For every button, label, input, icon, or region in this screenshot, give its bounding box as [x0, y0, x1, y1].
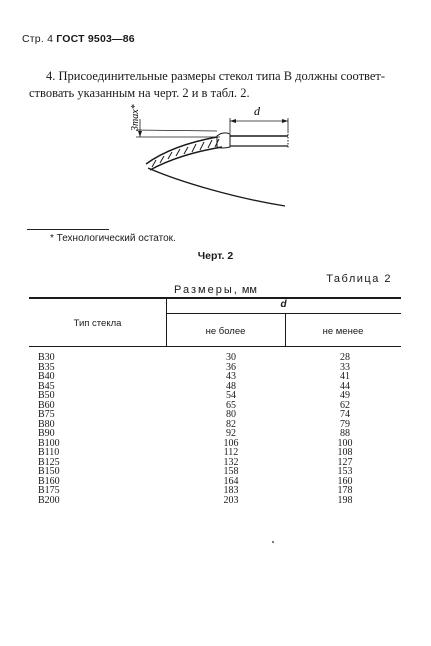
row-type-cell: В50 — [38, 390, 55, 401]
row-type-cell: В110 — [38, 447, 60, 458]
row-max-cell: 112 — [223, 447, 239, 458]
row-max-cell: 132 — [223, 456, 239, 468]
row-min-cell: 88 — [340, 428, 350, 439]
row-max-cell: 203 — [223, 494, 239, 506]
row-max-cell: 80 — [226, 409, 236, 420]
row-min-cell: 108 — [337, 447, 353, 458]
table-body — [0, 353, 431, 505]
table-title-word: Размеры, — [174, 284, 239, 296]
row-min-cell: 44 — [340, 380, 350, 392]
row-max-cell: 164 — [223, 475, 239, 487]
row-type-cell: В90 — [38, 428, 55, 439]
row-min-cell: 62 — [340, 399, 350, 411]
row-min-cell: 74 — [340, 409, 350, 420]
dim-d-arrow-left — [230, 119, 236, 123]
dim-3max-label: 3max* — [130, 104, 141, 131]
row-type-cell: В30 — [38, 352, 55, 363]
table-row — [0, 372, 431, 382]
table-title — [0, 284, 431, 296]
col-header-max: не более — [205, 326, 246, 337]
table-row — [0, 410, 431, 420]
row-min-cell: 33 — [340, 361, 350, 373]
row-type-cell: В160 — [38, 475, 60, 487]
table-row — [0, 363, 431, 373]
speck — [272, 541, 274, 543]
row-type-cell: В45 — [38, 380, 55, 392]
table-row — [0, 420, 431, 430]
dim-d-arrow-right — [282, 119, 288, 123]
table-row — [0, 429, 431, 439]
col-header-d: d — [280, 299, 287, 310]
row-max-cell: 48 — [226, 380, 236, 392]
row-type-cell: В75 — [38, 409, 55, 420]
row-max-cell: 65 — [226, 399, 236, 411]
row-type-cell: В40 — [38, 371, 55, 382]
row-max-cell: 54 — [226, 390, 236, 401]
table-row — [0, 353, 431, 363]
row-max-cell: 30 — [226, 352, 236, 363]
table-number: Таблица 2 — [326, 273, 392, 285]
row-max-cell: 92 — [226, 428, 236, 439]
drawing-2 — [0, 0, 431, 230]
row-type-cell: В150 — [38, 466, 60, 477]
table-header-bottom-rule — [29, 346, 401, 347]
footnote-rule — [27, 229, 109, 230]
table-row — [0, 401, 431, 411]
table-row — [0, 382, 431, 392]
table-row — [0, 439, 431, 449]
table-row — [0, 448, 431, 458]
dim-d-label: d — [254, 104, 260, 118]
standard-number: ГОСТ 9503—86 — [56, 33, 135, 45]
row-max-cell: 158 — [223, 466, 239, 477]
row-min-cell: 178 — [337, 485, 353, 496]
row-min-cell: 49 — [340, 390, 350, 401]
residual-bulge — [217, 133, 230, 148]
row-type-cell: В200 — [38, 494, 60, 506]
row-min-cell: 100 — [337, 437, 353, 449]
row-type-cell: В80 — [38, 418, 55, 430]
paragraph-line-2: ствовать указанным на черт. 2 и в табл. 2. — [29, 86, 250, 100]
table-row — [0, 467, 431, 477]
row-type-cell: В100 — [38, 437, 60, 449]
row-min-cell: 198 — [337, 494, 353, 506]
row-type-cell: В35 — [38, 361, 55, 373]
table-row — [0, 391, 431, 401]
table-subhead-rule — [166, 313, 401, 314]
col-header-type: Тип стекла — [73, 318, 122, 329]
table-row — [0, 496, 431, 506]
table-row — [0, 477, 431, 487]
glass-hatching — [152, 139, 219, 167]
col-header-min: не менее — [322, 326, 364, 337]
row-min-cell: 153 — [337, 466, 353, 477]
row-min-cell: 41 — [340, 371, 350, 382]
row-max-cell: 183 — [223, 485, 239, 496]
row-min-cell: 127 — [337, 456, 353, 468]
figure-caption: Черт. 2 — [197, 250, 234, 262]
footnote: * Технологический остаток. — [50, 233, 176, 244]
row-max-cell: 36 — [226, 361, 236, 373]
table-row — [0, 458, 431, 468]
paragraph-line-1: 4. Присоединительные размеры стекол типа В должны соответ- — [46, 69, 386, 83]
row-max-cell: 43 — [226, 371, 236, 382]
table-row — [0, 486, 431, 496]
row-type-cell: В175 — [38, 485, 60, 496]
row-max-cell: 82 — [226, 418, 236, 430]
page-number: Стр. 4 — [22, 33, 54, 45]
row-min-cell: 79 — [340, 418, 350, 430]
row-type-cell: В60 — [38, 399, 55, 411]
row-min-cell: 28 — [340, 352, 350, 363]
row-min-cell: 160 — [337, 475, 353, 487]
dim-3max-ext-bottom — [136, 130, 217, 131]
table-title-unit: мм — [241, 284, 257, 296]
glass-lower-curve — [148, 168, 285, 206]
row-type-cell: В125 — [38, 456, 60, 468]
row-max-cell: 106 — [223, 437, 239, 449]
